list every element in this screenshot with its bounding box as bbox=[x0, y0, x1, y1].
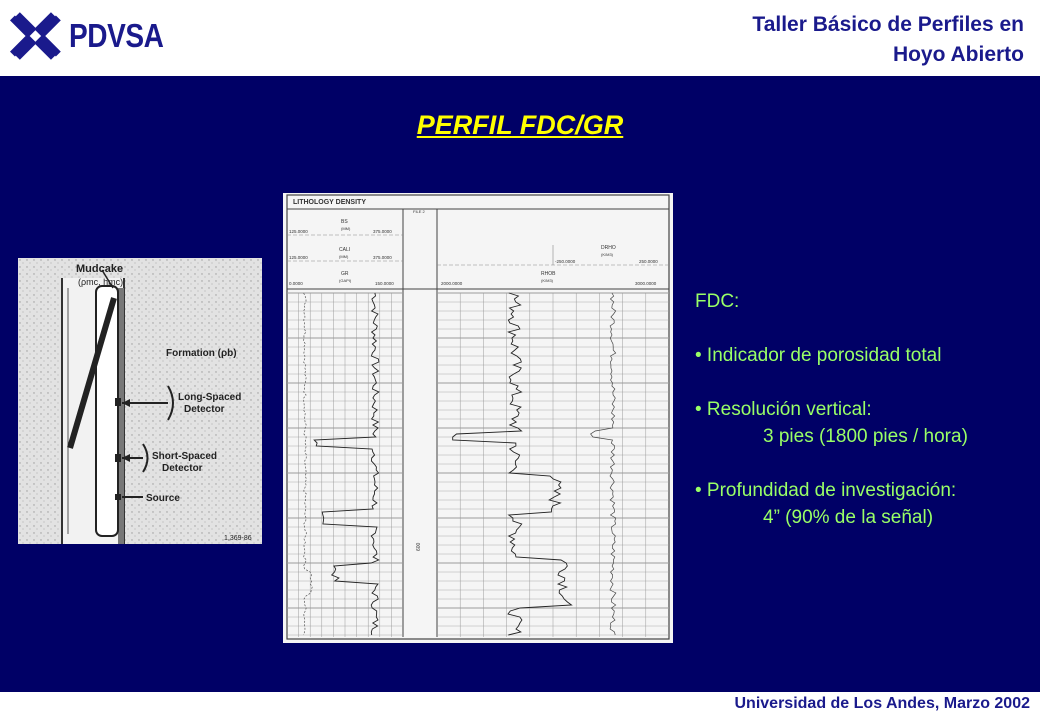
note-porosity: • Indicador de porosidad total bbox=[695, 345, 942, 366]
curve-bs-min: 125.0000 bbox=[289, 229, 308, 234]
log-file: FILE 2 bbox=[413, 209, 425, 214]
logo-text: PDVSA bbox=[68, 17, 164, 54]
curve-drho-max: 250.0000 bbox=[639, 259, 658, 264]
slide-title: PERFIL FDC/GR bbox=[416, 110, 624, 140]
label-mudcake: Mudcake bbox=[76, 263, 124, 275]
curve-cali-unit: (MM) bbox=[339, 254, 349, 259]
curve-rhob-unit: (K/M3) bbox=[541, 278, 553, 283]
curve-rhob-min: 2000.0000 bbox=[441, 281, 463, 286]
curve-gr-unit: (GAPI) bbox=[339, 278, 352, 283]
pdvsa-logo bbox=[10, 6, 180, 66]
curve-gr-min: 0.0000 bbox=[289, 281, 303, 286]
curve-cali-min: 125.0000 bbox=[289, 255, 308, 260]
footer-text: Universidad de Los Andes, Marzo 2002 bbox=[734, 695, 1030, 712]
curve-drho-name: DRHO bbox=[601, 245, 616, 251]
note-vertical-resolution: • Resolución vertical: bbox=[695, 399, 872, 420]
label-long-spaced-2: Detector bbox=[184, 404, 225, 415]
note-investigation-depth: • Profundidad de investigación: bbox=[695, 480, 957, 501]
pdvsa-emblem-icon bbox=[10, 7, 61, 65]
label-formation: Formation (ρb) bbox=[166, 348, 237, 359]
curve-gr-max: 150.0000 bbox=[375, 281, 394, 286]
label-short-spaced-1: Short-Spaced bbox=[152, 451, 218, 462]
lithology-density-log bbox=[283, 193, 673, 643]
log-header: LITHOLOGY DENSITY bbox=[293, 199, 366, 206]
curve-rhob-max: 3000.0000 bbox=[635, 281, 657, 286]
curve-drho-min: -250.0000 bbox=[555, 259, 576, 264]
label-short-spaced-2: Detector bbox=[162, 463, 203, 474]
fdc-notes bbox=[695, 288, 1025, 531]
footer-bar bbox=[0, 692, 1040, 720]
curve-bs-unit: (MM) bbox=[341, 226, 351, 231]
label-long-spaced-1: Long-Spaced bbox=[178, 392, 242, 403]
label-figure-number: 1,369-86 bbox=[224, 535, 252, 542]
note-vertical-resolution-detail: 3 pies (1800 pies / hora) bbox=[763, 426, 968, 447]
notes-heading: FDC: bbox=[695, 291, 740, 312]
label-source: Source bbox=[146, 493, 180, 504]
curve-bs-name: BS bbox=[341, 219, 348, 225]
header-bar bbox=[0, 0, 1040, 76]
density-tool-diagram bbox=[18, 258, 262, 544]
curve-rhob-name: RHOB bbox=[541, 271, 556, 277]
curve-cali-name: CALI bbox=[339, 247, 351, 253]
depth-label: 600 bbox=[416, 542, 422, 551]
curve-drho-unit: (K/M3) bbox=[601, 252, 613, 257]
label-mudcake-params: (ρmc, hmc) bbox=[78, 277, 124, 287]
curve-cali-max: 375.0000 bbox=[373, 255, 392, 260]
note-investigation-depth-detail: 4” (90% de la señal) bbox=[763, 507, 934, 528]
course-title-line2: Hoyo Abierto bbox=[892, 43, 1024, 66]
course-title-line1: Taller Básico de Perfiles en bbox=[752, 13, 1024, 36]
curve-gr-name: GR bbox=[341, 271, 349, 277]
curve-bs-max: 375.0000 bbox=[373, 229, 392, 234]
course-title bbox=[752, 10, 1024, 70]
